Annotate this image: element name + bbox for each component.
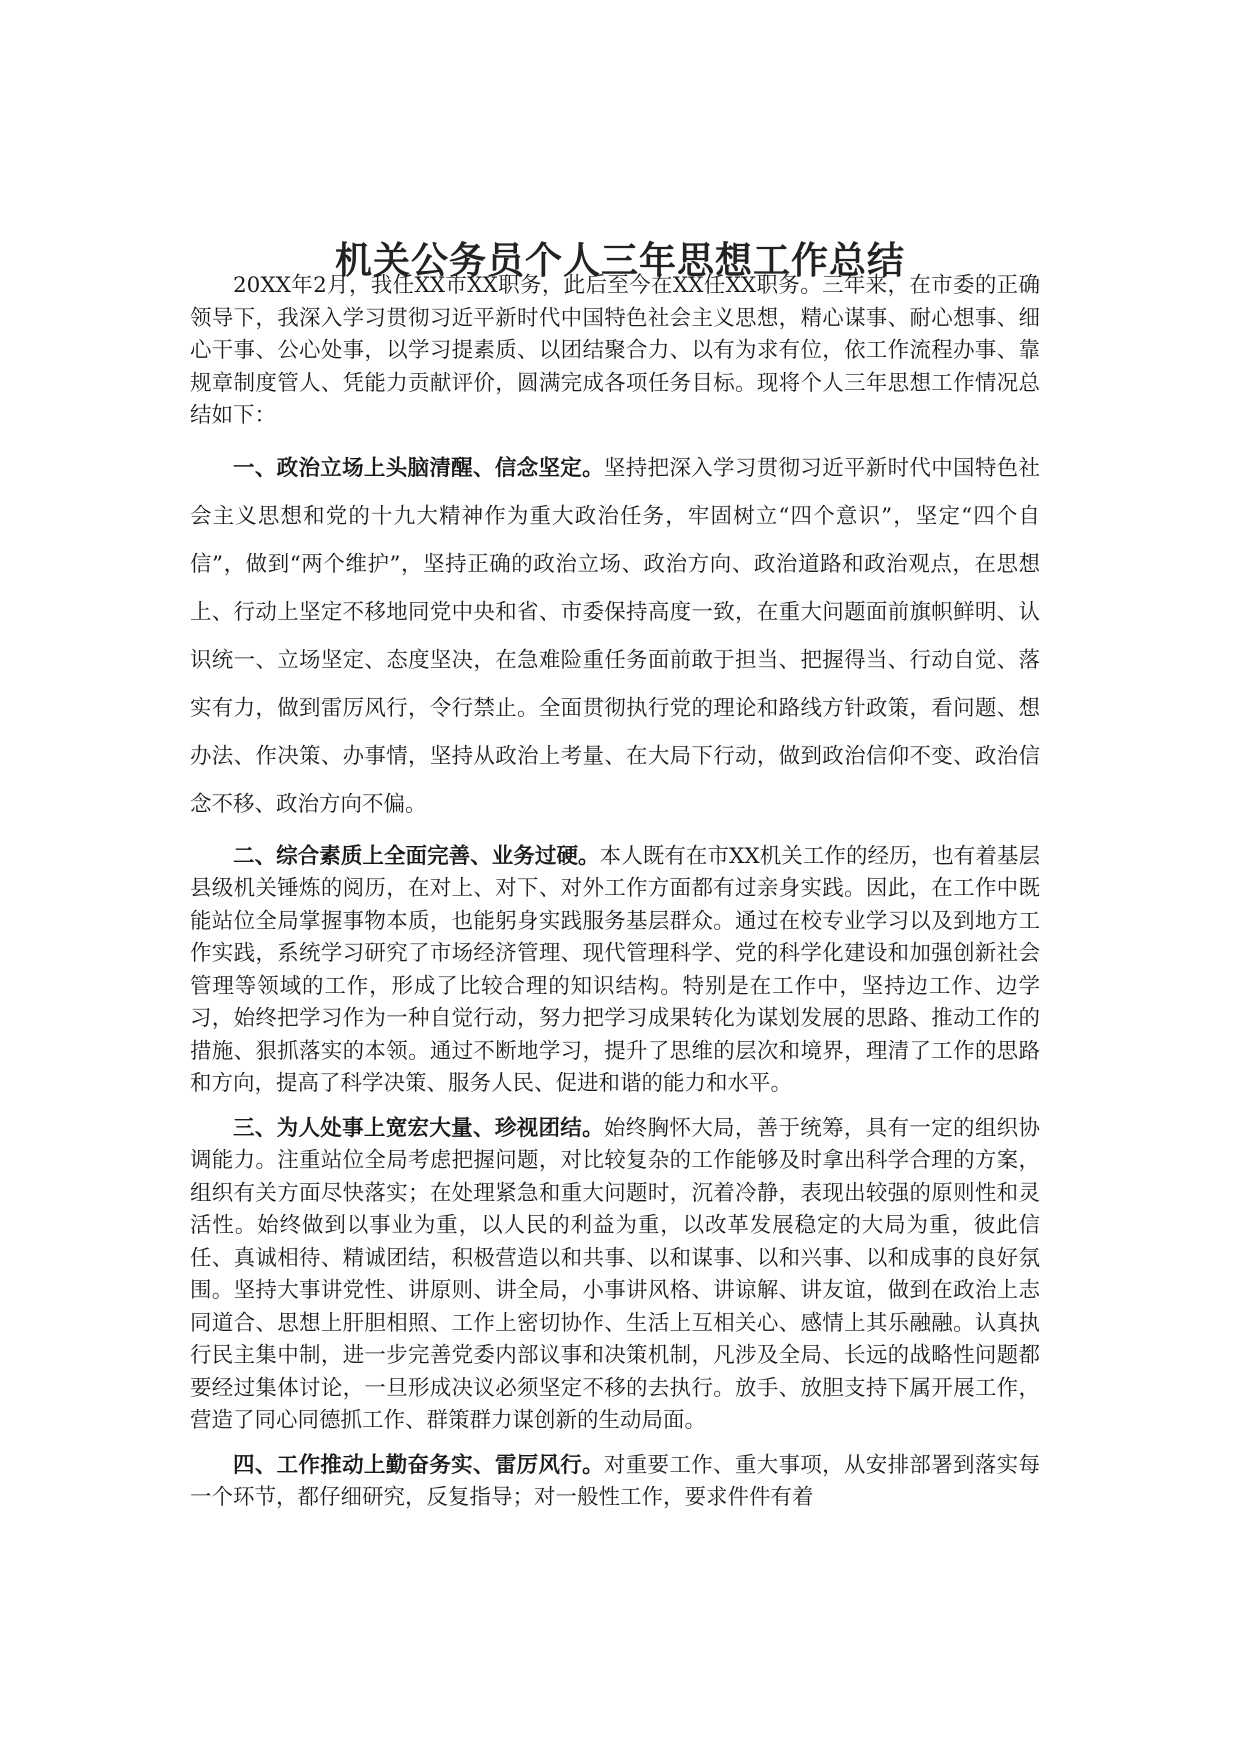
section-heading-1: 一、政治立场上头脑清醒、信念坚定。 — [233, 455, 604, 481]
section-text-2: 本人既有在市XX机关工作的经历，也有着基层县级机关锤炼的阅历，在对上、对下、对外工作方面都有过亲身实践。因此，在工作中既能站位全局掌握事物本质，也能躬身实践服务基层群众。通过在校专业学习以及到地方工作实践，系统学习研究了市场经济管理、现代管理科学、党的科学化建设和加强创新社会管理等领域的工作，形成了比较合理的知识结构。特别是在工作中，坚持边工作、边学习，始终把学习作为一种自觉行动，努力把学习成果转化为谋划发展的思路、推动工作的措施、狠抓落实的本领。通过不断地学习，提升了思维的层次和境界，理清了工作的思路和方向，提高了科学决策、服务人民、促进和谐的能力和水平。 — [190, 843, 1040, 1096]
document-title: 机关公务员个人三年思想工作总结 — [335, 237, 905, 282]
section-text-4: 对重要工作、重大事项，从安排部署到落实每一个环节，都仔细研究，反复指导；对一般性工作，要求件件有着 — [190, 1452, 1040, 1510]
intro-paragraph: 20XX年2月，我任XX市XX职务，此后至今在XX任XX职务。三年来，在市委的正确领导下，我深入学习贯彻习近平新时代中国特色社会主义思想，精心谋事、耐心想事、细心干事、公心处事，以学习提素质、以团结聚合力、以有为求有位，依工作流程办事、靠规章制度管人、凭能力贡献评价，圆满完成各项任务目标。现将个人三年思想工作情况总结如下： — [190, 273, 1040, 428]
section-paragraph-4 — [190, 1450, 1040, 1515]
section-heading-4: 四、工作推动上勤奋务实、雷厉风行。 — [233, 1452, 604, 1478]
section-heading-2: 二、综合素质上全面完善、业务过硬。 — [233, 843, 600, 869]
section-paragraph-3 — [190, 1113, 1040, 1438]
section-text-3: 始终胸怀大局，善于统筹，具有一定的组织协调能力。注重站位全局考虑把握问题，对比较复杂的工作能够及时拿出科学合理的方案，组织有关方面尽快落实；在处理紧急和重大问题时，沉着冷静，表现出较强的原则性和灵活性。始终做到以事业为重，以人民的利益为重，以改革发展稳定的大局为重，彼此信任、真诚相待、精诚团结，积极营造以和共事、以和谋事、以和兴事、以和成事的良好氛围。坚持大事讲党性、讲原则、讲全局，小事讲风格、讲谅解、讲友谊，做到在政治上志同道合、思想上肝胆相照、工作上密切协作、生活上互相关心、感情上其乐融融。认真执行民主集中制，进一步完善党委内部议事和决策机制，凡涉及全局、长远的战略性问题都要经过集体讨论，一旦形成决议必须坚定不移的去执行。放手、放胆支持下属开展工作，营造了同心同德抓工作、群策群力谋创新的生动局面。 — [190, 1115, 1040, 1433]
document-body — [190, 270, 1040, 1515]
section-paragraph-1 — [190, 445, 1040, 829]
section-paragraph-2 — [190, 841, 1040, 1101]
section-text-1: 坚持把深入学习贯彻习近平新时代中国特色社会主义思想和党的十九大精神作为重大政治任务，牢固树立“四个意识”，坚定“四个自信”，做到“两个维护”，坚持正确的政治立场、政治方向、政治道路和政治观点，在思想上、行动上坚定不移地同党中央和省、市委保持高度一致，在重大问题面前旗帜鲜明、认识统一、立场坚定、态度坚决，在急难险重任务面前敢于担当、把握得当、行动自觉、落实有力，做到雷厉风行，令行禁止。全面贯彻执行党的理论和路线方针政策，看问题、想办法、作决策、办事情，坚持从政治上考量、在大局下行动，做到政治信仰不变、政治信念不移、政治方向不偏。 — [190, 455, 1040, 817]
section-heading-3: 三、为人处事上宽宏大量、珍视团结。 — [233, 1115, 604, 1141]
